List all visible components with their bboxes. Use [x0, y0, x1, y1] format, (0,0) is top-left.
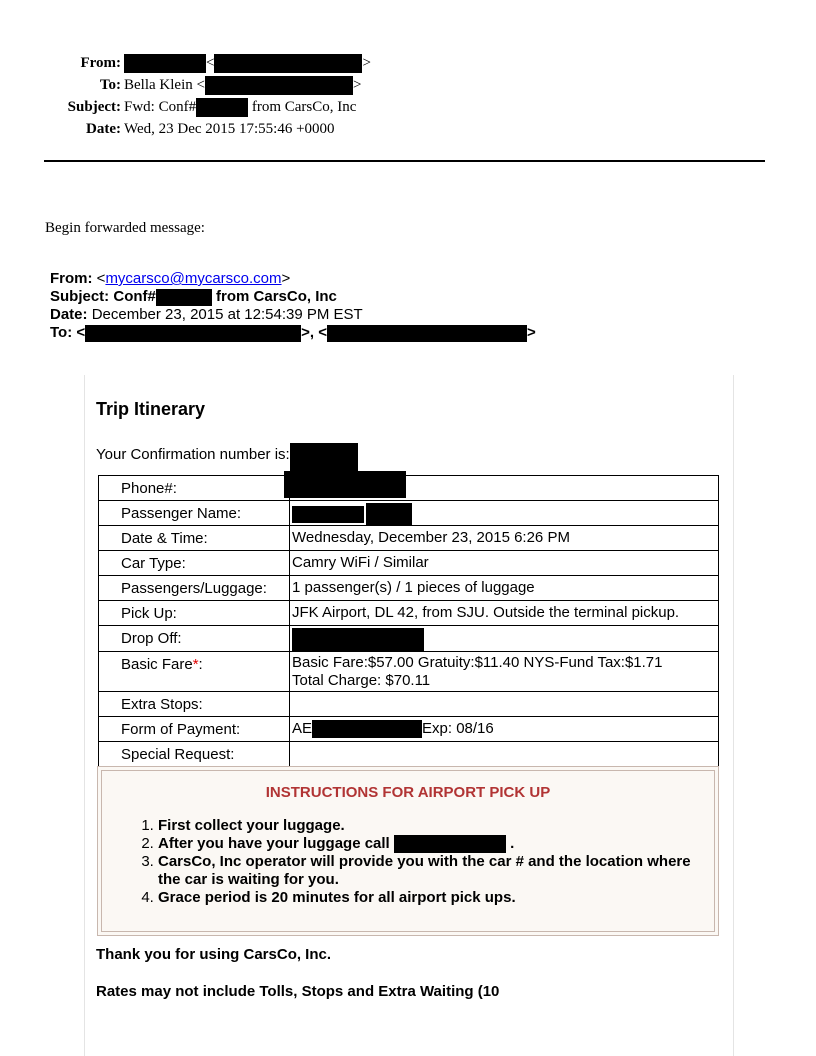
redacted-last-name — [366, 503, 412, 525]
message-body — [84, 375, 734, 1056]
list-item — [158, 835, 698, 853]
header-subject-row — [0, 96, 816, 118]
phone-value — [290, 476, 719, 501]
redacted-confirmation — [196, 98, 248, 117]
fwd-subject-prefix: Conf# — [113, 288, 156, 305]
redacted-to-email-2 — [327, 325, 527, 342]
car-type-label: Car Type: — [99, 551, 290, 576]
payment-value — [290, 717, 719, 742]
fwd-from-line — [50, 270, 536, 288]
redacted-phone — [284, 471, 406, 498]
to-value — [124, 74, 361, 96]
redacted-to-email-1 — [85, 325, 301, 342]
forwarded-header — [50, 270, 536, 342]
table-row-basic-fare — [99, 652, 719, 692]
fwd-date-label: Date: — [50, 306, 88, 323]
card-expiry: Exp: 08/16 — [422, 720, 494, 737]
fwd-subject-suffix: from CarsCo, Inc — [216, 288, 337, 305]
thank-you-text: Thank you for using CarsCo, Inc. — [96, 946, 332, 963]
redacted-confirmation-inner — [156, 289, 212, 306]
fwd-to-line — [50, 324, 536, 342]
date-label: Date: — [86, 121, 121, 137]
from-close: > — [362, 55, 371, 71]
fare-breakdown: Basic Fare:$57.00 Gratuity:$11.40 NYS-Fund Tax:$1.71 — [292, 654, 663, 671]
basic-fare-value — [290, 652, 719, 692]
total-charge: Total Charge: $70.11 — [292, 672, 431, 689]
special-request-value — [290, 742, 719, 767]
list-item — [158, 889, 698, 907]
redacted-confirmation-number — [290, 443, 358, 471]
redacted-card-number — [312, 720, 422, 738]
fwd-from-label: From: — [50, 270, 93, 287]
date-time-label: Date & Time: — [99, 526, 290, 551]
rates-note: Rates may not include Tolls, Stops and Extra Waiting (10 — [96, 983, 500, 1000]
list-item — [158, 853, 698, 889]
passengers-luggage-value: 1 passenger(s) / 1 pieces of luggage — [290, 576, 719, 601]
fwd-to-close: > — [527, 324, 536, 341]
table-row-phone — [99, 476, 719, 501]
drop-off-label: Drop Off: — [99, 626, 290, 652]
fwd-to-sep: >, < — [301, 324, 328, 341]
from-value — [124, 52, 371, 74]
to-label: To: — [99, 77, 121, 93]
fwd-to-label: To: — [50, 324, 73, 341]
basic-fare-label — [99, 652, 290, 692]
instructions-title: INSTRUCTIONS FOR AIRPORT PICK UP — [265, 784, 551, 801]
instructions-list — [138, 817, 698, 907]
from-label: From: — [80, 55, 121, 71]
subject-suffix: from CarsCo, Inc — [251, 99, 357, 115]
to-close: > — [352, 77, 362, 93]
from-open: < — [206, 55, 215, 71]
payment-label: Form of Payment: — [99, 717, 290, 742]
sender-email-link[interactable]: mycarsco@mycarsco.com — [105, 270, 282, 287]
trip-itinerary-title: Trip Itinerary — [96, 399, 206, 419]
header-divider — [44, 160, 765, 162]
passengers-luggage-label: Passengers/Luggage: — [99, 576, 290, 601]
date-value: Wed, 23 Dec 2015 17:55:46 +0000 — [124, 121, 335, 137]
fwd-date-value: December 23, 2015 at 12:54:39 PM EST — [91, 306, 363, 323]
to-name: Bella Klein < — [124, 77, 205, 93]
subject-prefix: Fwd: Conf# — [124, 99, 197, 115]
email-header — [0, 52, 816, 140]
forwarded-intro: Begin forwarded message: — [45, 220, 205, 236]
table-row-payment — [99, 717, 719, 742]
subject-label: Subject: — [67, 99, 121, 115]
instruction-1: First collect your luggage. — [158, 817, 345, 834]
instruction-2-suffix: . — [510, 835, 515, 852]
fwd-from-open: < — [96, 270, 106, 287]
fwd-date-line — [50, 306, 536, 324]
airport-pickup-instructions — [97, 766, 719, 936]
table-row-date-time — [99, 526, 719, 551]
table-row-special-request — [99, 742, 719, 767]
fwd-subject-label: Subject: — [50, 288, 110, 305]
table-row-extra-stops — [99, 692, 719, 717]
pick-up-label: Pick Up: — [99, 601, 290, 626]
instruction-2: After you have your luggage call — [158, 835, 390, 852]
fwd-to-open: < — [76, 324, 86, 341]
header-to-row — [0, 74, 816, 96]
extra-stops-label: Extra Stops: — [99, 692, 290, 717]
phone-label: Phone#: — [99, 476, 290, 501]
instructions-inner-border — [101, 770, 715, 932]
date-time-value: Wednesday, December 23, 2015 6:26 PM — [290, 526, 719, 551]
redacted-sender-email — [214, 54, 362, 73]
basic-fare-label-text: Basic Fare — [121, 656, 193, 673]
header-from-row — [0, 52, 816, 74]
drop-off-value — [290, 626, 719, 652]
table-row-car-type — [99, 551, 719, 576]
itinerary-table — [98, 475, 719, 767]
basic-fare-colon: : — [198, 656, 203, 673]
table-row-passenger-name — [99, 501, 719, 526]
extra-stops-value — [290, 692, 719, 717]
table-row-pick-up — [99, 601, 719, 626]
subject-value — [124, 96, 356, 118]
instruction-3: CarsCo, Inc operator will provide you with the car # and the location where the car is waiting for you. — [158, 853, 691, 889]
confirmation-line — [96, 443, 358, 471]
redacted-phone-number — [394, 835, 506, 853]
card-prefix: AE — [292, 720, 313, 737]
special-request-label: Special Request: — [99, 742, 290, 767]
instruction-4: Grace period is 20 minutes for all airport pick ups. — [158, 889, 516, 907]
fwd-from-close: > — [281, 270, 291, 287]
redacted-drop-off — [292, 628, 424, 651]
passenger-name-label: Passenger Name: — [99, 501, 290, 526]
required-asterisk: * — [192, 656, 199, 673]
header-date-row — [0, 118, 816, 140]
pick-up-value: JFK Airport, DL 42, from SJU. Outside the terminal pickup. — [290, 601, 719, 626]
redacted-recipient-email — [205, 76, 353, 95]
table-row-passengers-luggage — [99, 576, 719, 601]
table-row-drop-off — [99, 626, 719, 652]
confirmation-text: Your Confirmation number is: — [96, 446, 290, 463]
fwd-subject-line — [50, 288, 536, 306]
car-type-value: Camry WiFi / Similar — [290, 551, 719, 576]
list-item — [158, 817, 698, 835]
passenger-name-value — [290, 501, 719, 526]
redacted-first-name — [292, 506, 364, 523]
redacted-sender-name — [124, 54, 206, 73]
